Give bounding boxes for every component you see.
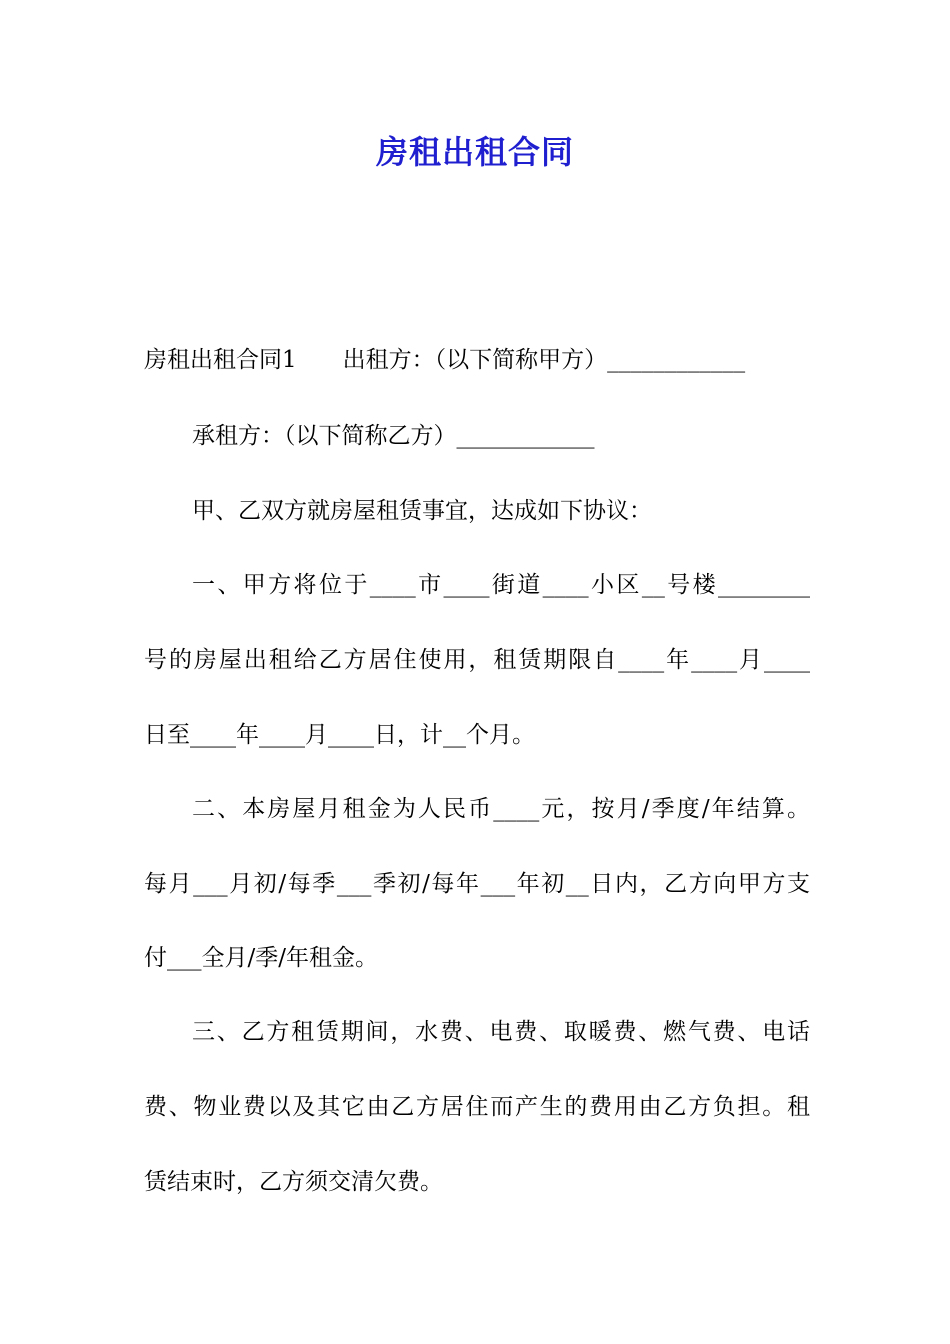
paragraph-line-clause3-b: 费、物业费以及其它由乙方居住而产生的费用由乙方负担。租	[144, 1094, 810, 1120]
paragraph-line-agreement: 甲、乙双方就房屋租赁事宜，达成如下协议：	[192, 498, 652, 524]
paragraph-line-clause2-a: 二、本房屋月租金为人民币____元，按月/季度/年结算。	[192, 796, 810, 822]
paragraph-line-clause2-b: 每月___月初/每季___季初/每年___年初__日内，乙方向甲方支	[144, 871, 810, 897]
paragraph-line-clause3-c: 赁结束时，乙方须交清欠费。	[144, 1169, 443, 1195]
paragraph-line-header: 房租出租合同1 出租方：（以下简称甲方）____________	[144, 347, 746, 373]
paragraph-line-clause1-a: 一、甲方将位于____市____街道____小区__号楼________	[192, 572, 810, 598]
paragraph-line-clause3-a: 三、乙方租赁期间，水费、电费、取暖费、燃气费、电话	[192, 1019, 810, 1045]
paragraph-line-clause1-b: 号的房屋出租给乙方居住使用，租赁期限自____年____月____	[144, 647, 810, 673]
paragraph-line-clause2-c: 付___全月/季/年租金。	[144, 945, 378, 971]
document-title: 房租出租合同	[375, 133, 574, 171]
paragraph-line-clause1-c: 日至____年____月____日，计__个月。	[144, 722, 535, 748]
paragraph-line-lessee: 承租方：（以下简称乙方）____________	[192, 423, 595, 449]
